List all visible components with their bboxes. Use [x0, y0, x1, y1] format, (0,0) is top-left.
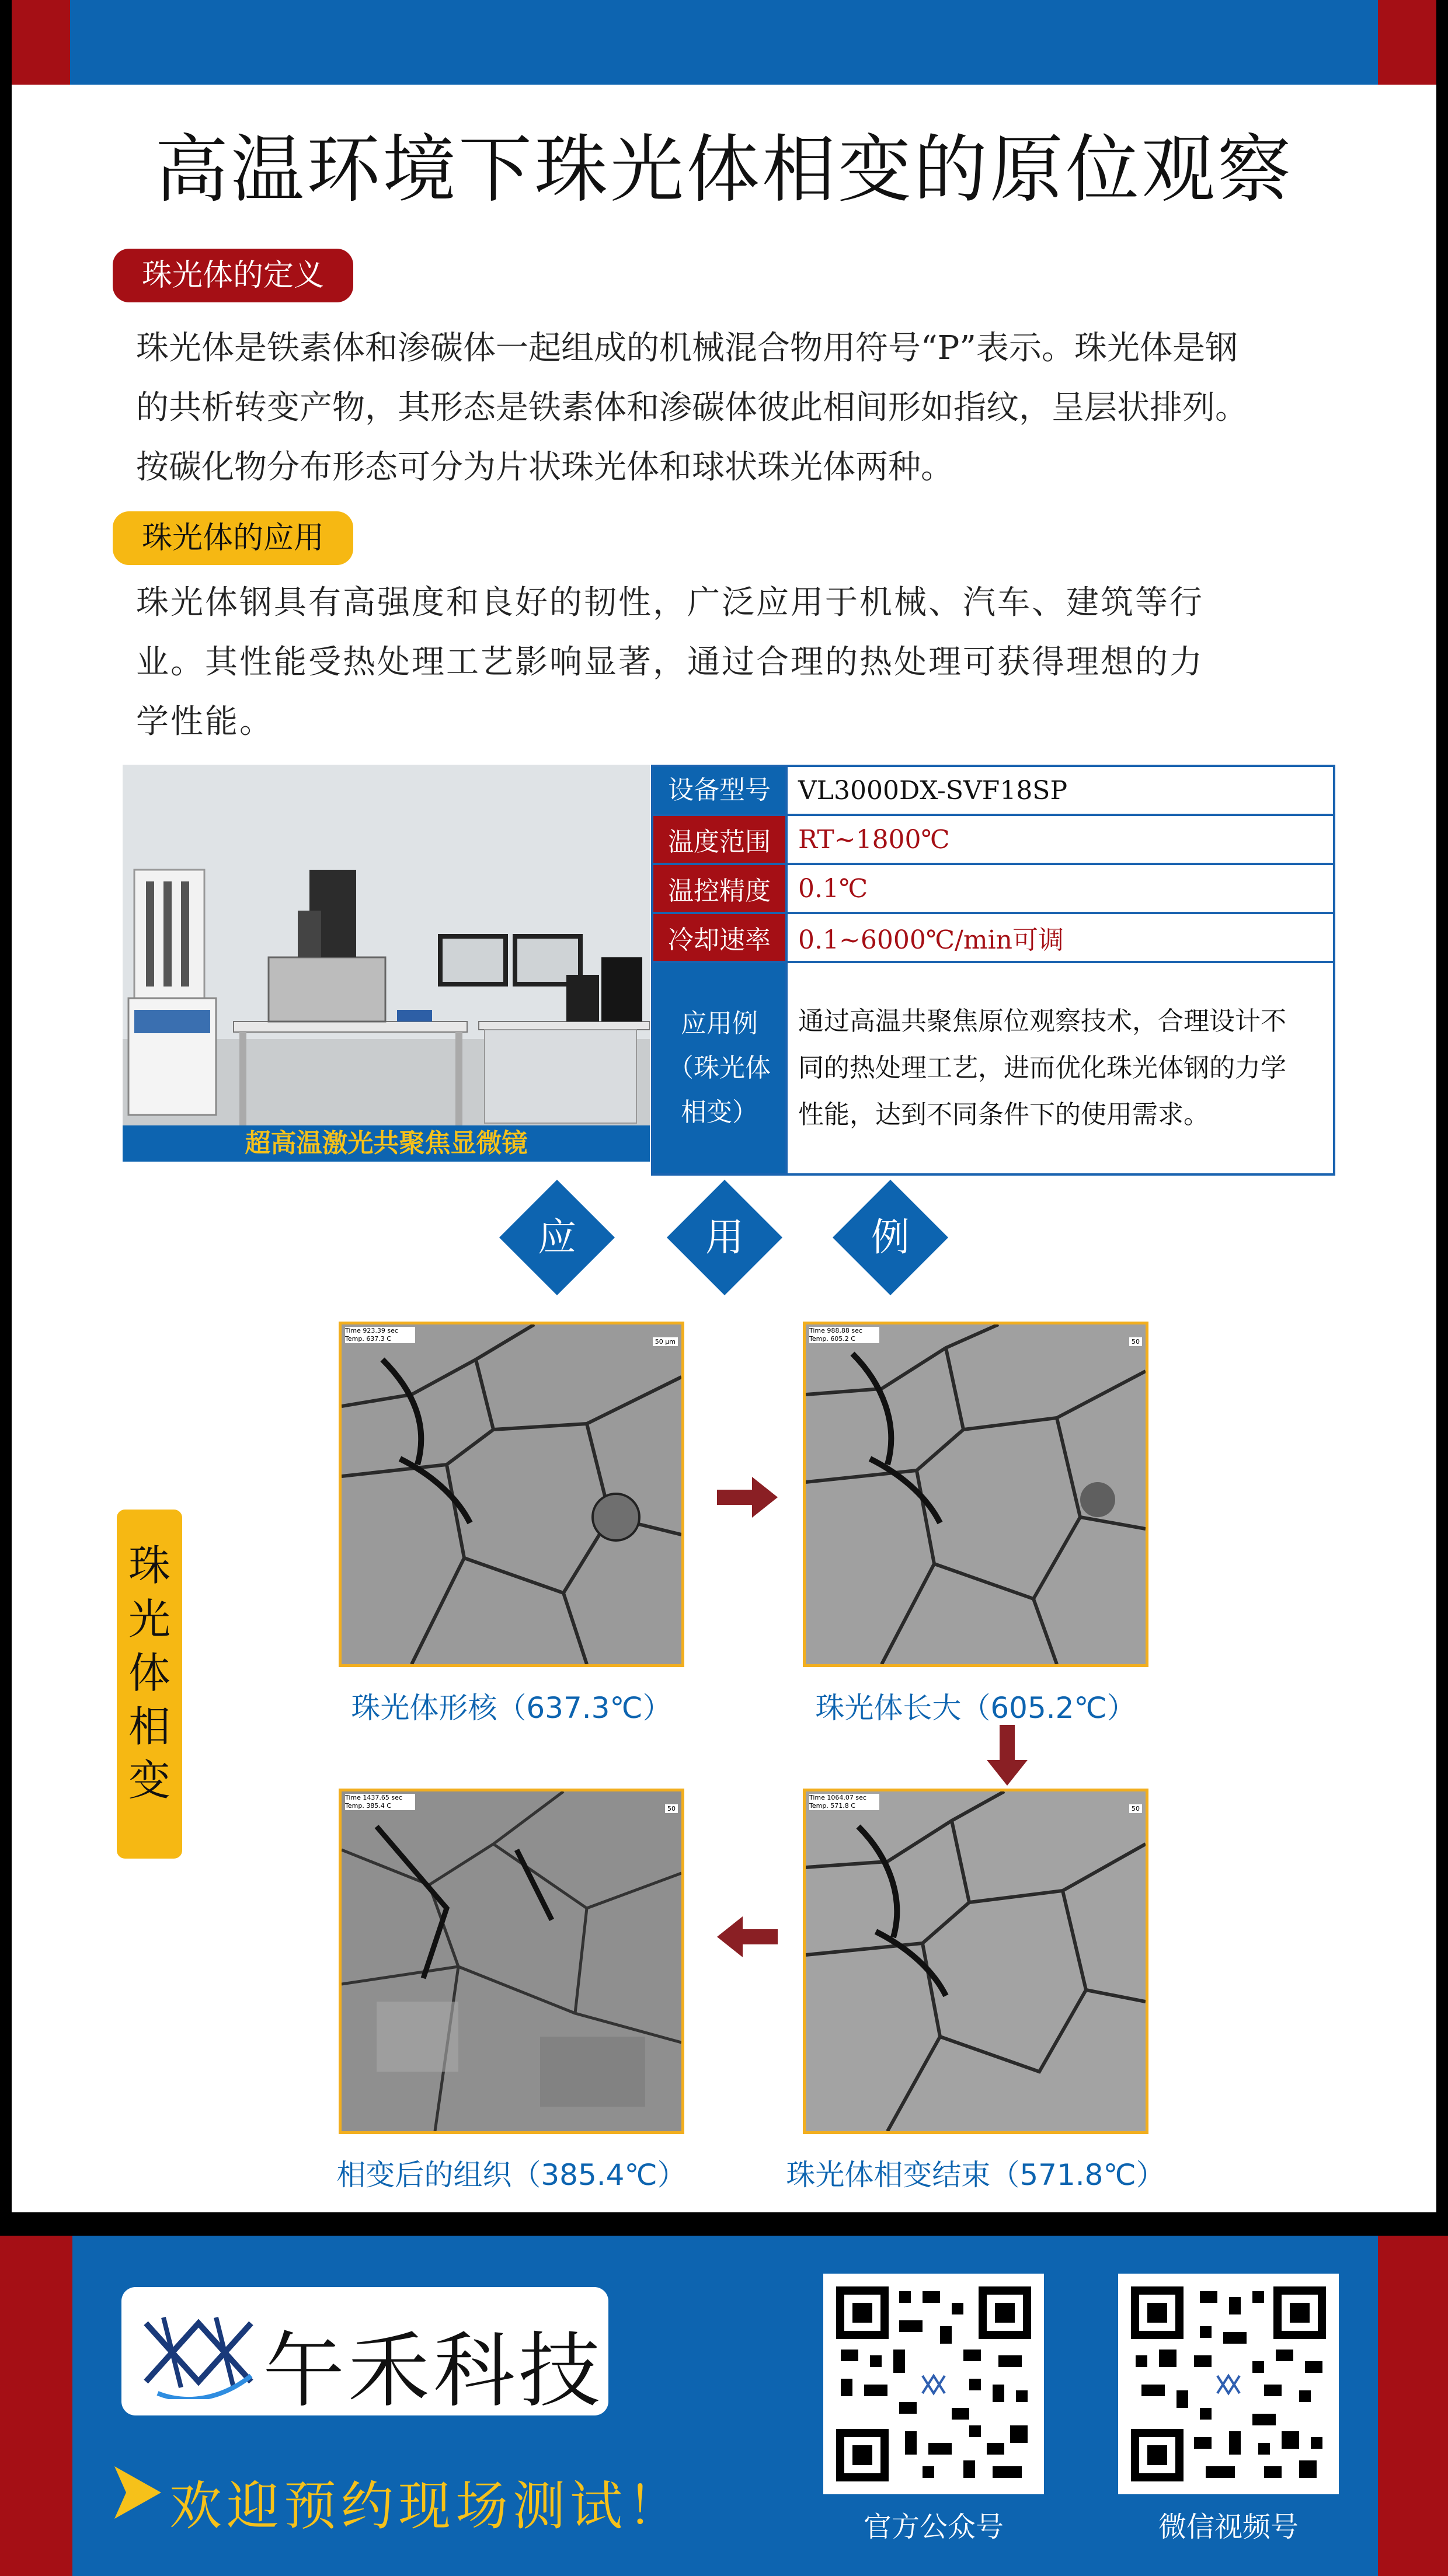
qr-code-icon [1118, 2274, 1339, 2494]
micro-3-temp-label: Temp. [345, 1802, 364, 1810]
footer-left-accent [0, 2236, 72, 2576]
micrograph-2-info [809, 1327, 879, 1343]
definition-line-3: 按碳化物分布形态可分为片状珠光体和球状珠光体两种。 [136, 448, 953, 486]
spec-label-model: 设备型号 [652, 766, 786, 815]
micro-3-time: 1437.65 sec [363, 1794, 402, 1801]
diamond-label-3: 例 [871, 1215, 910, 1260]
micrograph-texture [342, 1324, 681, 1664]
micro-4-temp-label: Temp. [809, 1802, 829, 1810]
diamond-label-2: 用 [705, 1215, 744, 1260]
diamond-label-1: 应 [538, 1215, 576, 1260]
application-line-2: 业。其性能受热处理工艺影响显著，通过合理的热处理可获得理想的力 [136, 643, 1204, 681]
top-banner [12, 0, 1436, 85]
micrograph-1-info [345, 1327, 415, 1343]
spec-row-model [652, 766, 1334, 815]
application-label-line-2: （珠光体 [668, 1053, 771, 1083]
micrograph-nucleation [339, 1322, 684, 1667]
application-desc-line-2: 同的热处理工艺，进而优化珠光体钢的力学 [798, 1053, 1286, 1083]
spec-value-cooling-rate: 0.1~6000℃/min可调 [786, 913, 1334, 962]
qr-video-account-caption: 微信视频号 [1158, 2511, 1299, 2543]
micrograph-after-transformation [339, 1789, 684, 2134]
company-name: 午禾科技 [263, 2324, 604, 2419]
definition-line-2: 的共析转变产物，其形态是铁素体和渗碳体彼此相间形如指纹，呈层状排列。 [136, 389, 1248, 427]
micro-4-temp: 571.8 C [830, 1802, 855, 1810]
spec-table [651, 765, 1335, 1176]
micro-3-time-label: Time [345, 1794, 361, 1801]
qr-code-icon [823, 2274, 1044, 2494]
side-label-char-4: 相 [128, 1702, 170, 1751]
micro-1-temp-label: Temp. [345, 1335, 364, 1343]
micro-4-scale: 50 [1129, 1804, 1142, 1813]
application-line-3: 学性能。 [136, 703, 274, 741]
side-label-char-1: 珠 [128, 1541, 170, 1590]
micrograph-4-caption: 珠光体相变结束（571.8℃） [786, 2158, 1165, 2192]
spec-row-temp-range [652, 815, 1334, 864]
micro-3-scale: 50 [665, 1804, 678, 1813]
footer-right-accent [1378, 2236, 1448, 2576]
arrow-left-icon [717, 1916, 778, 1957]
micrograph-3-info [345, 1794, 415, 1810]
micrograph-transformation-end [803, 1789, 1148, 2134]
qr-official-account-caption: 官方公众号 [863, 2511, 1004, 2543]
micrograph-2-caption: 珠光体长大（605.2℃） [815, 1691, 1136, 1725]
side-label-char-3: 体 [128, 1648, 170, 1697]
side-label-char-2: 光 [128, 1595, 170, 1644]
micrograph-texture [806, 1324, 1146, 1664]
micro-1-time: 923.39 sec [363, 1327, 398, 1334]
top-banner-right-accent [1378, 0, 1436, 85]
micro-4-time-label: Time [809, 1794, 825, 1801]
spec-value-temp-precision: 0.1℃ [786, 864, 1334, 913]
definition-paragraph [136, 319, 1315, 497]
equipment-photo [123, 765, 650, 1160]
micro-2-temp: 605.2 C [830, 1335, 855, 1343]
application-desc-line-1: 通过高温共聚焦原位观察技术，合理设计不 [798, 1006, 1286, 1036]
qr-video-account[interactable] [1118, 2274, 1339, 2494]
spec-row-temp-precision [652, 864, 1334, 913]
micrograph-texture [806, 1791, 1146, 2131]
micro-1-temp: 637.3 C [366, 1335, 391, 1343]
company-logo-icon [140, 2306, 257, 2399]
application-desc-line-3: 性能，达到不同条件下的使用需求。 [798, 1100, 1209, 1130]
phase-transformation-side-label [117, 1510, 182, 1859]
spec-label-application [652, 962, 786, 1174]
micrograph-texture [342, 1791, 681, 2131]
application-line-1: 珠光体钢具有高强度和良好的韧性，广泛应用于机械、汽车、建筑等行 [136, 584, 1204, 622]
definition-heading: 珠光体的定义 [113, 249, 353, 302]
application-label-line-1: 应用例 [681, 1009, 758, 1038]
microscope-lab-illustration [123, 765, 650, 1160]
micrograph-growth [803, 1322, 1148, 1667]
micrograph-4-info [809, 1794, 879, 1810]
micrograph-3-caption: 相变后的组织（385.4℃） [336, 2158, 687, 2192]
arrow-down-icon [987, 1725, 1028, 1786]
spec-label-temp-precision: 温控精度 [652, 864, 786, 913]
definition-line-1: 珠光体是铁素体和渗碳体一起组成的机械混合物用符号“P”表示。珠光体是钢 [136, 329, 1238, 367]
micro-4-time: 1064.07 sec [827, 1794, 866, 1801]
micro-1-scale: 50 μm [653, 1337, 678, 1346]
top-banner-left-accent [12, 0, 70, 85]
equipment-photo-caption: 超高温激光共聚焦显微镜 [123, 1125, 650, 1162]
qr-official-account[interactable] [823, 2274, 1044, 2494]
spec-label-cooling-rate: 冷却速率 [652, 913, 786, 962]
micrograph-1-caption: 珠光体形核（637.3℃） [351, 1691, 672, 1725]
arrow-marker-icon [114, 2466, 161, 2519]
spec-value-application [786, 962, 1334, 1174]
welcome-text: 欢迎预约现场测试！ [169, 2476, 684, 2537]
micro-2-time: 988.88 sec [827, 1327, 862, 1334]
application-heading: 珠光体的应用 [113, 511, 353, 565]
micro-2-temp-label: Temp. [809, 1335, 829, 1343]
application-label-line-3: 相变） [681, 1097, 758, 1127]
micro-3-temp: 385.4 C [366, 1802, 391, 1810]
spec-label-temp-range: 温度范围 [652, 815, 786, 864]
spec-row-application [652, 962, 1334, 1174]
micro-2-time-label: Time [809, 1327, 825, 1334]
spec-row-cooling-rate [652, 913, 1334, 962]
arrow-right-icon [717, 1477, 778, 1518]
micro-2-scale: 50 [1129, 1337, 1142, 1346]
spec-value-temp-range: RT~1800℃ [786, 815, 1334, 864]
page-title: 高温环境下珠光体相变的原位观察 [155, 127, 1293, 212]
spec-value-model: VL3000DX-SVF18SP [786, 766, 1334, 815]
application-paragraph [136, 573, 1315, 752]
micro-1-time-label: Time [345, 1327, 361, 1334]
side-label-char-5: 变 [128, 1756, 170, 1805]
